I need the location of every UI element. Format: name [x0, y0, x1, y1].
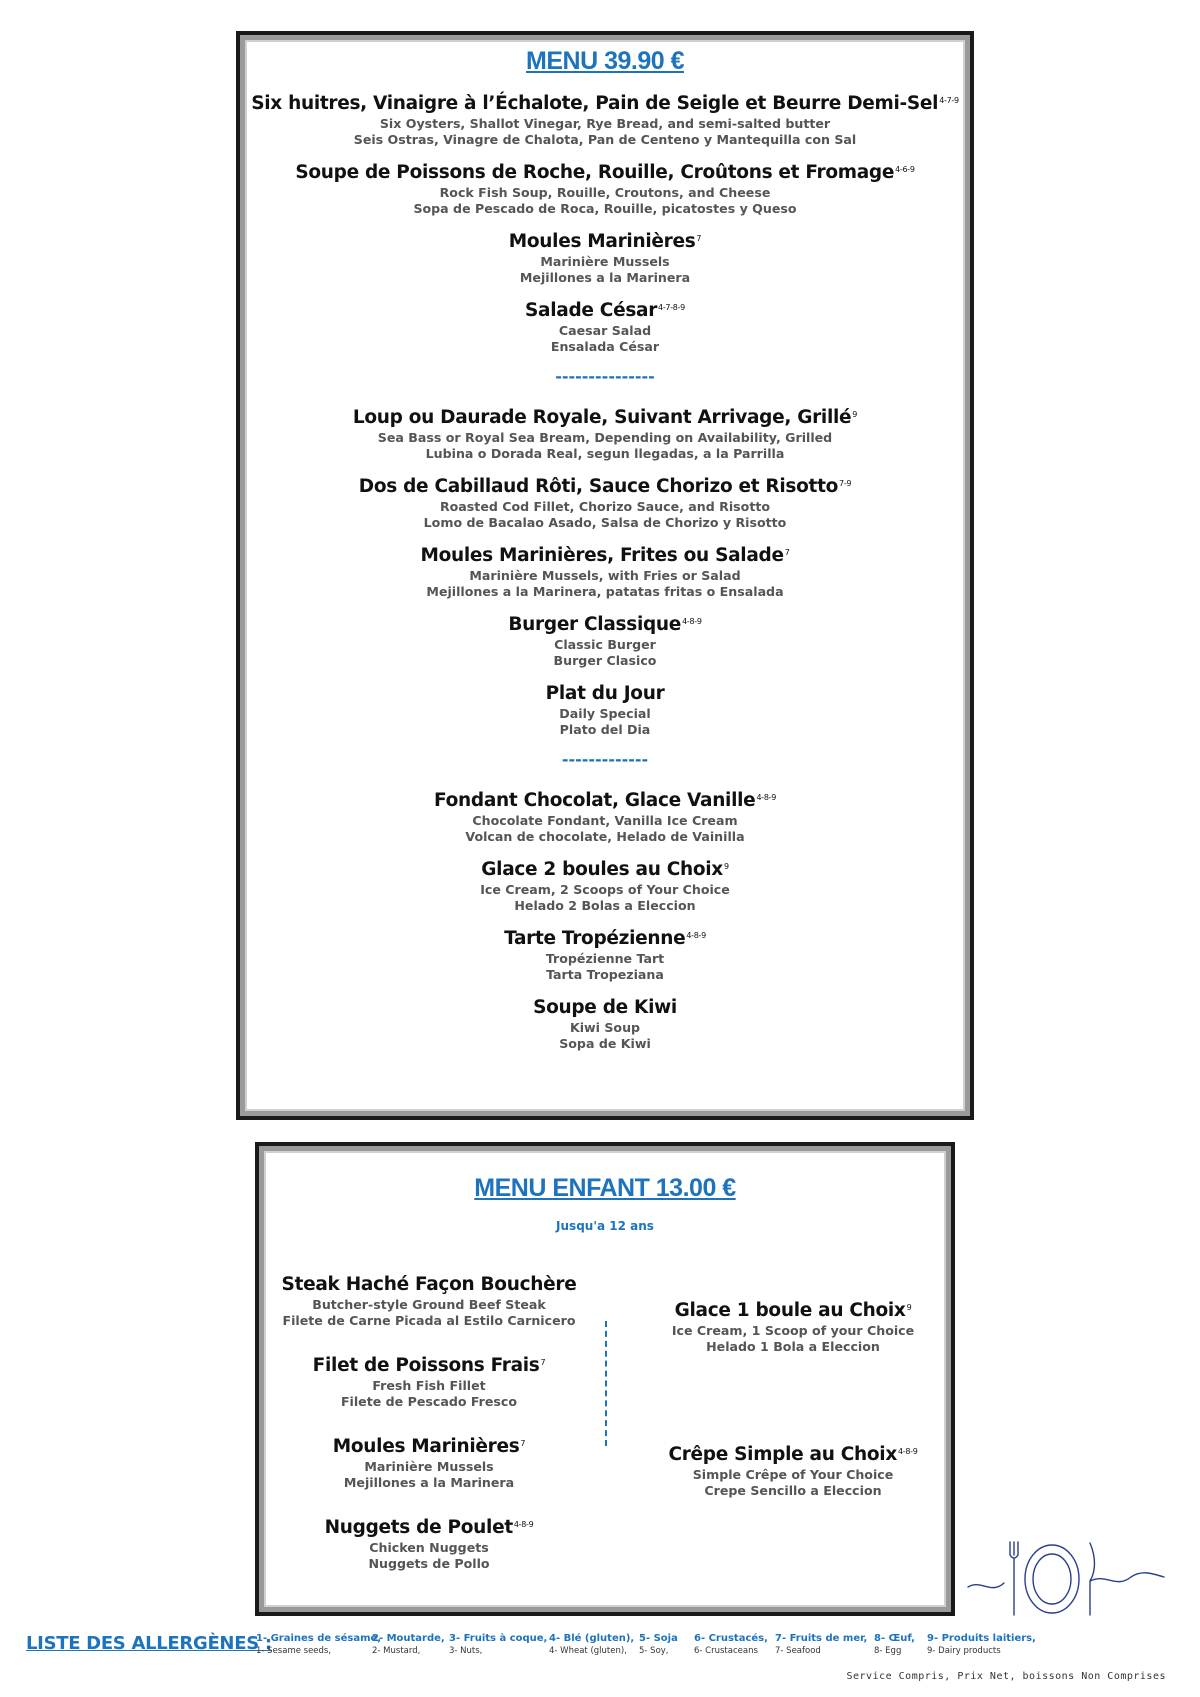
allergen-item [874, 1633, 915, 1657]
allergen-codes: 4-8-9 [513, 1520, 534, 1529]
menu-item-title: Six huitres, Vinaigre à l’Échalote, Pain de Seigle et Beurre Demi-Sel [251, 93, 939, 114]
menu-item-spanish: Mejillones a la Marinera [343, 1475, 515, 1490]
menu-item-english: Kiwi Soup [569, 1020, 641, 1035]
menu-item-name [240, 475, 970, 499]
menu-item-spanish: Mejillones a la Marinera [519, 270, 691, 285]
menu-item [240, 161, 970, 217]
menu-item-english: Daily Special [559, 706, 651, 721]
menu-item-title: Salade César [525, 300, 658, 321]
menu-item-english: Tropézienne Tart [545, 951, 665, 966]
menu-item [240, 682, 970, 738]
menu-item-title: Fondant Chocolat, Glace Vanille [434, 790, 756, 811]
allergen-item [256, 1633, 381, 1657]
allergen-codes: 4-7-8-9 [658, 303, 685, 312]
plate-fork-knife-icon [966, 1537, 1166, 1619]
allergen-english: 8- Egg [874, 1646, 902, 1656]
allergen-french: 7- Fruits de mer, [775, 1633, 868, 1644]
allergen-english: 7- Seafood [775, 1646, 821, 1656]
allergen-list-title: LISTE DES ALLERGÈNES : [26, 1633, 272, 1654]
menu-item-title: Nuggets de Poulet [324, 1517, 513, 1538]
allergen-english: 1- Sesame seeds, [256, 1646, 332, 1656]
allergen-english: 6- Crustaceans [694, 1646, 758, 1656]
menu-item-title: Moules Marinières, Frites ou Salade [420, 545, 784, 566]
kids-menu-right-column [635, 1299, 951, 1587]
menu-item-name [240, 544, 970, 568]
menu-item-title: Burger Classique [508, 614, 682, 635]
menu-item-spanish: Mejillones a la Marinera, patatas fritas o Ensalada [426, 584, 784, 599]
section-separator: --------------- [555, 367, 655, 386]
menu-item-title: Plat du Jour [545, 683, 665, 704]
allergen-english: 5- Soy, [639, 1646, 669, 1656]
menu-item-spanish: Helado 1 Bola a Eleccion [706, 1339, 880, 1354]
menu-item [635, 1299, 951, 1355]
menu-item-spanish: Seis Ostras, Vinagre de Chalota, Pan de Centeno y Mantequilla con Sal [353, 132, 857, 147]
menu-item [240, 927, 970, 983]
menu-item-english: Ice Cream, 2 Scoops of Your Choice [480, 882, 730, 897]
menu-item [240, 789, 970, 845]
menu-item-name [240, 406, 970, 430]
menu-item-name [259, 1273, 599, 1297]
allergen-codes: 7 [520, 1439, 526, 1448]
menu-item-english: Fresh Fish Fillet [372, 1378, 486, 1393]
menu-item-name [240, 858, 970, 882]
allergen-codes: 7 [784, 548, 790, 557]
column-divider [605, 1321, 607, 1446]
menu-item-name [240, 230, 970, 254]
menu-item [259, 1273, 599, 1329]
allergen-item [775, 1633, 867, 1657]
menu-item [240, 613, 970, 669]
menu-item [240, 475, 970, 531]
menu-item-english: Marinière Mussels [364, 1459, 494, 1474]
menu-item-title: Moules Marinières [332, 1436, 520, 1457]
menu-item-english: Simple Crêpe of Your Choice [692, 1467, 894, 1482]
menu-item-name [240, 299, 970, 323]
allergen-french: 9- Produits laitiers, [927, 1633, 1036, 1644]
menu-item [240, 544, 970, 600]
menu-item-title: Glace 1 boule au Choix [674, 1300, 906, 1321]
menu-item-english: Butcher-style Ground Beef Steak [312, 1297, 546, 1312]
allergen-item [927, 1633, 1036, 1657]
allergen-french: 5- Soja [639, 1633, 678, 1644]
menu-item-title: Filet de Poissons Frais [312, 1355, 540, 1376]
allergen-english: 3- Nuts, [449, 1646, 483, 1656]
allergen-item [639, 1633, 678, 1657]
menu-item [259, 1354, 599, 1410]
footer-note: Service Compris, Prix Net, boissons Non Comprises [846, 1671, 1166, 1682]
allergen-item [694, 1633, 768, 1657]
menu-item-spanish: Plato del Dia [559, 722, 651, 737]
allergen-codes: 9 [852, 410, 858, 419]
menu-item-spanish: Lomo de Bacalao Asado, Salsa de Chorizo y Risotto [423, 515, 787, 530]
kids-menu-left-column [259, 1273, 599, 1597]
menu-item [635, 1443, 951, 1499]
menu-item-english: Marinière Mussels [540, 254, 670, 269]
menu-item [240, 858, 970, 914]
menu-item-title: Dos de Cabillaud Rôti, Sauce Chorizo et Risotto [358, 476, 839, 497]
allergen-codes: 4-8-9 [686, 931, 706, 940]
kids-menu-title: MENU ENFANT 13.00 € [474, 1174, 736, 1202]
menu-item-name [259, 1516, 599, 1540]
menu-item [240, 92, 970, 148]
allergen-french: 2- Moutarde, [372, 1633, 445, 1644]
menu-item-spanish: Lubina o Dorada Real, segun llegadas, a la Parrilla [425, 446, 785, 461]
menu-item-name [240, 682, 970, 706]
menu-item [240, 406, 970, 462]
menu-item-english: Ice Cream, 1 Scoop of your Choice [671, 1323, 915, 1338]
menu-item [240, 230, 970, 286]
menu-item-title: Soupe de Kiwi [533, 997, 677, 1018]
menu-item-spanish: Volcan de chocolate, Helado de Vainilla [465, 829, 745, 844]
allergen-english: 4- Wheat (gluten), [549, 1646, 627, 1656]
menu-item-english: Chocolate Fondant, Vanilla Ice Cream [472, 813, 738, 828]
allergen-codes: 9 [723, 862, 729, 871]
menu-item-english: Chicken Nuggets [369, 1540, 489, 1555]
allergen-item [449, 1633, 547, 1657]
allergen-english: 2- Mustard, [372, 1646, 421, 1656]
allergen-french: 1- Graines de sésame, [256, 1633, 382, 1644]
menu-item-title: Loup ou Daurade Royale, Suivant Arrivage, Grillé [352, 407, 852, 428]
menu-item-title: Crêpe Simple au Choix [668, 1444, 897, 1465]
allergen-french: 4- Blé (gluten), [549, 1633, 635, 1644]
allergen-item [372, 1633, 445, 1657]
menu-item-title: Tarte Tropézienne [504, 928, 686, 949]
menu-item-name [240, 927, 970, 951]
main-menu-items [240, 92, 970, 1065]
allergen-english: 9- Dairy products [927, 1646, 1001, 1656]
section-separator: ------------- [561, 750, 649, 769]
allergen-french: 6- Crustacés, [694, 1633, 768, 1644]
menu-item-spanish: Sopa de Kiwi [559, 1036, 651, 1051]
allergen-codes: 4-7-9 [939, 96, 959, 105]
allergen-codes: 4-6-9 [895, 165, 915, 174]
kids-menu-panel [255, 1142, 955, 1616]
main-menu-title: MENU 39.90 € [526, 47, 684, 75]
menu-item-english: Classic Burger [554, 637, 656, 652]
allergen-codes: 9 [906, 1303, 912, 1312]
menu-item-spanish: Tarta Tropeziana [546, 967, 664, 982]
menu-item-english: Sea Bass or Royal Sea Bream, Depending on Availability, Grilled [377, 430, 833, 445]
allergen-codes: 4-8-9 [897, 1447, 918, 1456]
allergen-french: 3- Fruits à coque, [449, 1633, 548, 1644]
allergen-codes: 7 [696, 234, 702, 243]
menu-item-english: Six Oysters, Shallot Vinegar, Rye Bread, and semi-salted butter [379, 116, 831, 131]
menu-item-spanish: Nuggets de Pollo [368, 1556, 490, 1571]
menu-item-name [240, 789, 970, 813]
menu-item-name [259, 1435, 599, 1459]
menu-item-name [240, 613, 970, 637]
menu-item-title: Moules Marinières [508, 231, 696, 252]
allergen-codes: 7 [540, 1358, 546, 1367]
menu-item-name [635, 1299, 951, 1323]
menu-item-spanish: Crepe Sencillo a Eleccion [704, 1483, 882, 1498]
menu-item-name [240, 996, 970, 1020]
menu-item-spanish: Filete de Carne Picada al Estilo Carnicero [282, 1313, 576, 1328]
allergen-item [549, 1633, 634, 1657]
allergen-codes: 4-8-9 [756, 793, 776, 802]
allergen-codes: 4-8-9 [682, 617, 702, 626]
menu-item [259, 1435, 599, 1491]
menu-item-spanish: Burger Clasico [553, 653, 657, 668]
menu-item-spanish: Filete de Pescado Fresco [340, 1394, 518, 1409]
menu-item-english: Rock Fish Soup, Rouille, Croutons, and Cheese [439, 185, 771, 200]
menu-item-title: Soupe de Poissons de Roche, Rouille, Croûtons et Fromage [295, 162, 895, 183]
menu-item-name [240, 161, 970, 185]
menu-item-name [240, 92, 970, 116]
menu-item-spanish: Helado 2 Bolas a Eleccion [514, 898, 696, 913]
menu-item-title: Steak Haché Façon Bouchère [281, 1274, 577, 1295]
menu-item-spanish: Sopa de Pescado de Roca, Rouille, picatostes y Queso [413, 201, 797, 216]
menu-item-name [259, 1354, 599, 1378]
menu-item-english: Marinière Mussels, with Fries or Salad [469, 568, 741, 583]
kids-menu-subtitle: Jusqu'a 12 ans [556, 1219, 654, 1233]
allergen-french: 8- Œuf, [874, 1633, 915, 1644]
allergen-codes: 7-9 [839, 479, 852, 488]
allergen-list [26, 1632, 1196, 1662]
menu-item-english: Caesar Salad [558, 323, 652, 338]
menu-item [240, 299, 970, 355]
menu-item-title: Glace 2 boules au Choix [481, 859, 723, 880]
menu-item-name [635, 1443, 951, 1467]
menu-item-english: Roasted Cod Fillet, Chorizo Sauce, and Risotto [439, 499, 771, 514]
menu-item [259, 1516, 599, 1572]
main-menu-panel [236, 31, 974, 1120]
menu-item-spanish: Ensalada César [550, 339, 660, 354]
menu-item [240, 996, 970, 1052]
